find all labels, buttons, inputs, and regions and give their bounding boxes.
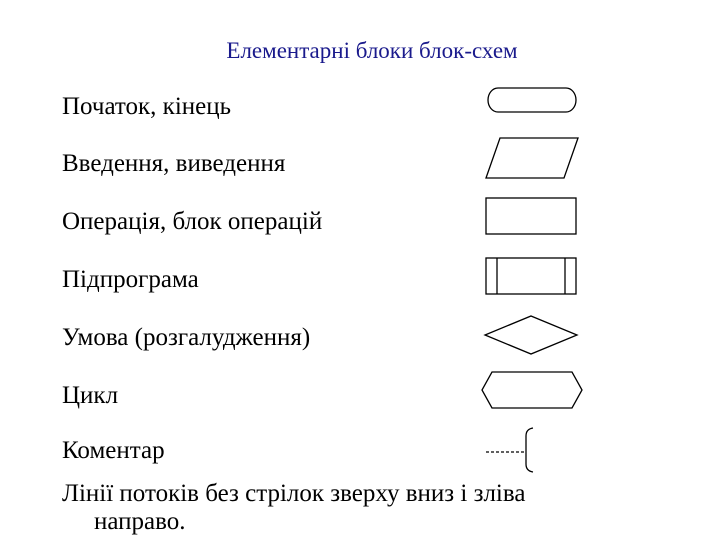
label-condition: Умова (розгалудження) bbox=[62, 324, 311, 351]
label-loop: Цикл bbox=[62, 382, 119, 409]
predefined-process-shape bbox=[486, 258, 576, 294]
page-title: Елементарні блоки блок-схем bbox=[226, 38, 518, 63]
label-start-end: Початок, кінець bbox=[62, 93, 232, 120]
comment-bracket-shape bbox=[526, 428, 533, 472]
footer-line-1: Лінії потоків без стрілок зверху вниз і зліва bbox=[62, 480, 526, 507]
hexagon-shape bbox=[482, 372, 582, 408]
label-comment: Коментар bbox=[62, 437, 165, 464]
label-operation: Операція, блок операцій bbox=[62, 208, 323, 235]
label-subprogram: Підпрограма bbox=[62, 266, 199, 293]
rectangle-shape bbox=[486, 198, 576, 234]
parallelogram-shape bbox=[486, 138, 578, 178]
footer-line-2: направо. bbox=[94, 508, 186, 535]
diamond-shape bbox=[485, 316, 577, 354]
label-input-output: Введення, виведення bbox=[62, 150, 286, 177]
terminator-shape bbox=[488, 88, 576, 112]
